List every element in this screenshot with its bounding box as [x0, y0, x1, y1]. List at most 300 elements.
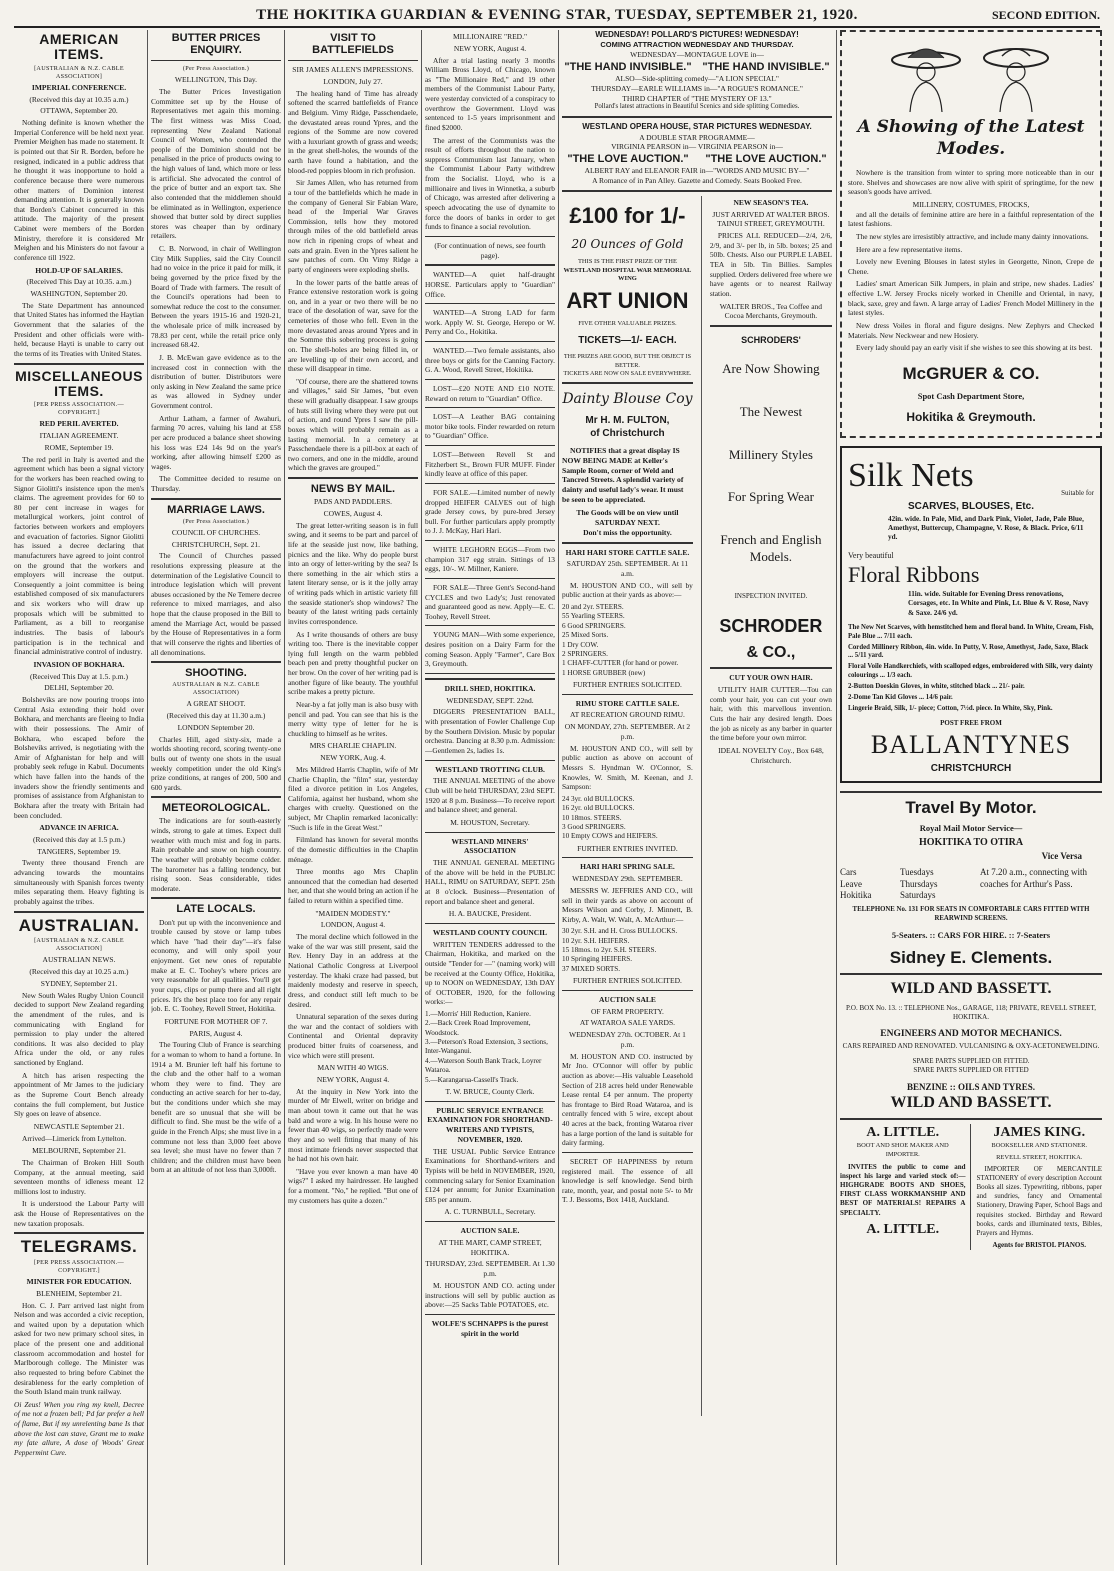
classified-ad: WANTED.—Two female assistants, also three boys or girls for the Canning Factory. G. A. Wood, Revell Street, Hokitika.	[425, 346, 555, 375]
ad-heading: WESTLAND COUNTY COUNCIL	[432, 927, 548, 937]
ad-text: WRITTEN TENDERS addressed to the Chairman, Hokitika, and marked on the outside "Tender for —" (naming work) will be received at the County Office, Hokitika, up to NOON on WEDNESDAY, 13th DAY of OCTOBER, 1920, for the following works:—	[425, 939, 555, 1007]
dateline: NEW YORK, August 4.	[453, 43, 527, 53]
travel-heading: Travel By Motor.	[905, 798, 1037, 818]
article-paragraph: Arrived—Limerick from Lyttelton.	[22, 1133, 127, 1143]
ad-line: THIS IS THE FIRST PRIZE OF THE	[577, 258, 677, 266]
stock-item: 10 Empty COWS and HEIFERS.	[562, 832, 658, 841]
floral-ribbons-title: Floral Ribbons	[848, 562, 980, 588]
ad-text: The Goods will be on view until SATURDAY NEXT.	[576, 508, 679, 527]
headline: HOLD-UP OF SALARIES.	[35, 265, 123, 275]
ad-text: M. HOUSTON AND CO. acting under instructions will sell by public auction as above:—25 Sacks Table POTATOES, etc.	[425, 1280, 555, 1310]
column-rule	[836, 30, 837, 1565]
article-paragraph: The Council of Churches passed resolutions expressing pleasure at the determination of the Legislative Council to introduce legislation which will prevent abuses occasioned by the Ne Temere decree reference to mixed marriages, and also hope that the clause proposed in the Bill to amend the Marriage Act, would be passed by the House of Representatives in a form that will conserve the rights and liberties of all denominations.	[151, 551, 281, 657]
classified-ad: WANTED—A Strong LAD for farm work. Apply W. St. George, Herepo or W. Perry and Co., Hokitika.	[425, 308, 555, 337]
ad-text: THE ANNUAL GENERAL MEETING of the above will be held in the PUBLIC HALL, RIMU on SATURDAY, SEPT. 25th at 8 o'clock. Business—Presentation of report and balance sheet and general.	[425, 858, 555, 906]
little-footer: A. LITTLE.	[866, 1221, 940, 1237]
stock-item: 3 Good SPRINGERS.	[562, 822, 626, 831]
ribbon-list	[848, 624, 1094, 713]
stock-item: 10 Springing HEIFERS.	[562, 955, 633, 964]
ad-text: DIGGERS PRESENTATION BALL, with presentation of Fowler Challenge Cup by the Southern Division. Music by popular orchestra. Dancing at 8.30 p.m. Admission:—Gentlemen 2s, ladies 1s.	[425, 707, 555, 755]
clements-name: Sidney E. Clements.	[889, 947, 1053, 967]
article-paragraph: The Committee decided to resume on Thursday.	[151, 474, 281, 493]
article-paragraph: Hon. C. J. Parr arrived last night from Nelson and was accorded a civic reception, and waited upon by a deputation which asked for two new primary school sites, in place of the present one and additional classroom accommodation and hostel for Marlborough college. The Minister was also requested to bring before Cabinet the desirableness for the early completion of the South Island main trunk railway.	[14, 1300, 144, 1397]
stock-item: 6 Good SPRINGERS.	[562, 621, 626, 630]
schroder-lines	[710, 361, 832, 566]
stock-list	[562, 927, 693, 974]
article-paragraph: The arrest of the Communists was the result of efforts throughout the nation to suppress Communism last January, when the Communist Labour Party withdrew from the Socialist. Lloyd, who is a millionaire and lives in Winnetka, a suburb of Chicago, was arrested after delivering a speech advocating the use of dynamite to force the doors of banks in order to get funds to finance a social revolution.	[425, 135, 555, 232]
dateline: MELBOURNE, September 21.	[32, 1146, 126, 1156]
stock-item: 20 and 2yr. STEERS.	[562, 603, 624, 612]
film-title: "THE LOVE AUCTION."	[567, 153, 689, 166]
little-ad	[840, 1124, 971, 1250]
ad-text: and all the details of feminine attire are here in a faithful representation of the latest fashions.	[848, 209, 1094, 229]
dateline: NEWCASTLE September 21.	[33, 1121, 125, 1131]
ad-line: WEDNESDAY—MONTAGUE LOVE in—	[630, 50, 764, 60]
article-paragraph: Three months ago Mrs Chaplin announced that the comedian had deserted her, and that she would bring an action if he failed to return within a specified time.	[288, 867, 418, 906]
ad-heading: AUCTION SALE.	[460, 1226, 520, 1236]
ad-subheading: AT RECREATION GROUND RIMU.	[570, 710, 685, 720]
ad-heading: DRILL SHED, HOKITIKA.	[444, 683, 536, 693]
article-paragraph: The Butter Prices Investigation Committee set up by the House of Representatives met again this morning. The first witness was Miss Coad, representing New Zealand National Council of Women, who contended the people of the Dominion should not be penalised in the price of products owing to the high values of land, which more or less is artificial. She advocated the control of the price of butter and an export tax. She also contended that the middlemen should be eliminated as in Wellington, experience showed that butter sold by direct supplies stores was cheaper than by ordinary retailers.	[151, 87, 281, 241]
section-heading-australian: AUSTRALIAN.	[18, 915, 140, 935]
fashion-illustration	[848, 42, 1094, 112]
stock-item: 37 MIXED SORTS.	[562, 964, 621, 973]
section-heading-butter: BUTTER PRICES ENQUIRY.	[171, 32, 261, 57]
ad-line: SCARVES, BLOUSES, Etc.	[908, 500, 1034, 512]
article-paragraph: Arthur Latham, a farmer of Awahuri, farming 70 acres, valuing his land at £58 per acre produced a balance sheet showing his loss was £24 14s 9d on the year's working, after allowing himself £200 as wages.	[151, 413, 281, 471]
blouse-ad	[562, 390, 693, 538]
ad-line: WEDNESDAY! POLLARD'S PICTURES! WEDNESDAY!	[595, 30, 799, 39]
section-heading-marriage: MARRIAGE LAWS.	[167, 503, 265, 516]
article-paragraph: After a trial lasting nearly 3 months William Bross Lloyd, of Chicago, known as "The Millionaire Red," and 19 other members of the Communist Labour Party, were yesterday convicted of a conspiracy to overthrow the Government. Lloyd was sentenced to 1-5 years imprisonment and fined $2000.	[425, 55, 555, 132]
section-heading-telegrams: TELEGRAMS.	[20, 1237, 138, 1257]
headline: IMPERIAL CONFERENCE.	[31, 82, 127, 92]
headline: SIR JAMES ALLEN'S IMPRESSIONS.	[292, 65, 414, 75]
source-line: (Per Press Association.)	[182, 517, 250, 525]
blouse-name: Mr H. M. FULTON,	[585, 414, 670, 426]
ad-subheading: JUST ARRIVED AT WALTER BROS. TAINUI STREET, GREYMOUTH.	[712, 209, 830, 229]
ad-text: Here are a few representative items.	[856, 244, 963, 254]
received-line: (Received this day at 1.5 p.m.)	[32, 834, 126, 844]
dateline: CHRISTCHURCH, Sept. 21.	[171, 539, 261, 549]
timetable-cell: Cars	[840, 867, 857, 878]
source-line: [AUSTRALIAN & N.Z. CABLE ASSOCIATION]	[34, 937, 124, 953]
ad-text: Nowhere is the transition from winter to spring more noticeable than in our store. Shelves and showcases are now alive with spirit of springtime, for the new season's goods have arrived.	[848, 168, 1094, 197]
column-3	[288, 30, 418, 1565]
mcgruer-heading: A Showing of the Latest Modes.	[857, 117, 1085, 160]
article-paragraph: At the inquiry in New York into the murder of Mr Elwell, writer on bridge and man about town it came out that he was bald and wore a wig. In his house were no fewer than 40 wigs, so perfectly made were they and so well fitting that many of his most intimate friends never suspected that he had not his own hair.	[288, 1086, 418, 1164]
section-heading-shooting: SHOOTING.	[185, 667, 247, 680]
column-rule	[558, 30, 559, 1565]
schroder-line: The Newest	[739, 403, 803, 419]
ad-text: WOLFE'S SCHNAPPS is the purest spirit in the world	[431, 1318, 549, 1338]
stock-item: 30 2yr. S.H. and H. Cross BULLOCKS.	[562, 927, 678, 936]
article-paragraph: It is understood the Labour Party will ask the House of Representatives on the new taxation proposals.	[14, 1199, 144, 1228]
column-rule	[147, 30, 148, 1565]
dateline: TANGIERS, September 19.	[37, 846, 121, 856]
headline: RED PERIL AVERTED.	[39, 419, 119, 429]
received-line: (Received this day at 10.35 a.m.)	[29, 94, 129, 104]
ballantynes-ad	[840, 446, 1102, 784]
ad-line: Royal Mail Motor Service—	[919, 823, 1023, 834]
ad-text: 11in. wide. Suitable for Evening Dress renovations, Corsages, etc. In White and Pink, Lt. Blue & V. Rose, Navy & Saxe. 24/6 yd.	[908, 589, 1089, 617]
dateline: COWES, August 4.	[323, 508, 383, 518]
ad-text: THE USUAL Public Service Entrance Examinations for Shorthand-writers and Typists will be held in NOVEMBER, 1920, commencing salary for Senior Examination £124 per annum; for Junior Examination £85 per annum.	[425, 1146, 555, 1204]
classified-ad: LOST—A Leather BAG containing motor bike tools. Finder rewarded on return to "Guardian" Office.	[425, 412, 555, 441]
ad-line: VIRGINIA PEARSON in— VIRGINIA PEARSON in—	[611, 142, 783, 152]
ad-text: SECRET OF HAPPINESS by return registered mail. The essence of all knowledge is self knowledge. Send birth rate, month, year, and postal note 5/- to Mr T. J. Bessoms, Box 1418, Auckland.	[562, 1156, 693, 1205]
mcgruer-ad	[840, 30, 1102, 438]
section-heading-late-locals: LATE LOCALS.	[176, 903, 256, 916]
ad-text: New dress Voiles in floral and figure designs. New Zephyrs and Checked Materials. New Neckwear and new Hosiery.	[848, 320, 1094, 340]
headline: A GREAT SHOOT.	[186, 699, 246, 709]
continuation-note: (For continuation of news, see fourth page).	[434, 240, 546, 260]
timetable-cell: Leave	[840, 878, 862, 889]
ad-line: THIRD CHAPTER of "THE MYSTERY OF 13."	[622, 93, 772, 103]
ad-text: INVITES the public to come and inspect his large and varied stock of:— HIGHGRADE BOOTS AND SHOES, FIRST CLASS WORKMANSHIP AND BEST OF MATERIALS! REPAIRS A SPECIALTY.	[840, 1163, 966, 1217]
ribbon-item: Lingerie Braid, Silk, 1/- piece; Cotton, 7½d. piece. In White, Sky, Pink.	[848, 704, 1053, 712]
tender-item: 1.—Morris' Hill Reduction, Kaniere.	[425, 1010, 531, 1018]
art-union-gold: 20 Ounces of Gold	[571, 236, 684, 251]
article-paragraph: The red peril in Italy is averted and the agreement which has been a signal victory for the workers has been reached owing to Signor Giolitti's insistence upon the men's claims. The agreement provides for 60 to 80 per cent increase in wages for metallurgical workers, joint control of factories between workers and employers and evacuation of factories. Signor Giolitti has issued a decree declaring that manufacturers have agreed to joint control on the ground that the workers and employers will increase the output. Consequently a joint committee is being established composed of six manufacturers and six workers who will draw up proposals which will be submitted to Parliament, as a bill to reorganise industries. The basis of labour's participation is in the technical and financial administrative control of industry.	[14, 454, 144, 657]
section-heading-meteorological: METEOROLOGICAL.	[161, 802, 271, 815]
classified-ad: WANTED—A quiet half-draught HORSE. Particulars apply to "Guardian" Office.	[425, 270, 555, 299]
ad-line: Spot Cash Department Store,	[917, 390, 1025, 401]
tender-list	[425, 1010, 555, 1085]
article-paragraph: Mrs Mildred Harris Chaplin, wife of Mr Charlie Chaplin, the "film" star, yesterday filed a divorce petition in Los Angeles, California, against her husband, whom she charges with cruelty. Questioned on the subject, Mr Chaplin remarked laconically: "Such is life in the Great West."	[288, 764, 418, 832]
ad-line: MILLINERY, COSTUMES, FROCKS,	[912, 200, 1030, 210]
article-paragraph: The moral decline which followed in the wake of the war was still present, said the Rev. Henry Day in an address at the National Catholic Congress at Liverpool yesterday. The khaki craze had passed, but maidenly modesty and reserve in speech, dress, and conduct still left much to be desired.	[288, 932, 418, 1009]
source-line: [AUSTRALIAN & N.Z. CABLE ASSOCIATION]	[34, 64, 124, 80]
newspaper-title: THE HOKITIKA GUARDIAN & EVENING STAR, TUESDAY, SEPTEMBER 21, 1920.	[256, 6, 858, 23]
ad-line: ALBERT RAY and ELEANOR FAIR in—"WORDS AND MUSIC BY—"	[584, 166, 810, 176]
blouse-city: of Christchurch	[590, 427, 665, 439]
ad-line: TELEPHONE No. 131 FOR SEATS IN COMFORTABLE CARS FITTED WITH REARWIND SCREENS.	[852, 906, 1090, 922]
article-paragraph: New South Wales Rugby Union Council decided to support New Zealand regarding the amendment of the rules, and is communicating with England for permission to play under the altered conditions. It was also decided to play Africa under the old, or any rules sanctioned by England.	[14, 990, 144, 1067]
film-title: "THE HAND INVISIBLE."	[564, 60, 692, 73]
received-line: (Received this day at 10.25 a.m.)	[29, 967, 129, 977]
ad-line: SPARE PARTS SUPPLIED OR FITTED	[913, 1066, 1029, 1075]
article-paragraph: "Of course, there are the shattered towns and villages," said Sir James, "but even these will gradually disappear. I saw groups of huts still living where they were put out of action, and round Ypres I saw the pill-boxes which will probably remain as a lasting memorial. In a cemetery at Passchendaele there is a pill-box at each of two corners, and one in the middle, around which the graves are grouped."	[288, 376, 418, 473]
source-line: (Per Press Association.)	[182, 65, 250, 73]
article-paragraph: The Chairman of Broken Hill South Company, at the annual meeting, said seventeen months of idleness meant 12 millions lost to industry.	[14, 1157, 144, 1196]
section-heading-news-by-mail: NEWS BY MAIL.	[310, 483, 396, 496]
classified-ad: LOST—Between Revell St and Fitzherbert St., Brown FUR MUFF. Finder kindly leave at office of this paper.	[425, 450, 555, 479]
ad-line: POST FREE FROM	[940, 719, 1002, 728]
ad-subheading: AT THE MART, CAMP STREET, HOKITIKA.	[438, 1237, 542, 1257]
ad-subheading: OF FARM PROPERTY.	[591, 1006, 664, 1016]
ad-text: UTILITY HAIR CUTTER—Tou can comb your hair, you can cut your own hair, with this marvellous invention. Cuts the hair any desired length. Does the job as nicely as any barber in quarter the time before your own mirror.	[709, 685, 832, 743]
ad-signature: M. HOUSTON, Secretary.	[450, 817, 530, 827]
article-paragraph: The great letter-writing season is in full swing, and it seems to be part and parcel of life at the seaside just now, like bathing, picnics and the like. Why do people burst into an orgy of letter-writing by the sea? Is there something in the air which stirs a latent literary sense, or is it the jolly array of writing pads which in artistic variety fill the seaside stationer's shop windows? The beauty of the latest writing pads certainly invites correspondence.	[288, 520, 418, 626]
art-union-title: ART UNION	[566, 288, 689, 314]
ad-line: Very beautiful	[848, 550, 894, 560]
ad-line: Vice Versa	[1041, 851, 1082, 862]
column-2	[151, 30, 281, 1565]
article-paragraph: A hitch has arisen respecting the appointment of Mr James to the judiciary as the Supreme Court Bench already contains the full complement, but Justice Sly goes on leave of absence.	[14, 1070, 144, 1119]
ad-line: CARS REPAIRED AND RENOVATED. VULCANISING & OXY-ACETONEWELDING.	[842, 1042, 1100, 1051]
ad-text: PRICES ALL REDUCED—2/4, 2/6, 2/9, and 3/- per lb, in 5lb. boxes; 25 and 50lb. Chests. Also our PURPLE LABEL TEA in 5lb. Tin Billies. Samples supplied. Orders delivered free where we have agents or to nearest Railway station.	[709, 231, 832, 298]
ad-line: Pollard's latest attractions in Beautiful Scenics and side splitting Comedies.	[594, 103, 800, 111]
column-rule	[421, 30, 422, 1565]
ad-text: 42in. wide. In Pale, Mid, and Dark Pink, Violet, Jade, Pale Blue, Amethyst, Buttercup, Champagne, V. Rose, & Black. Price, 6/11 yd.	[888, 514, 1084, 542]
opera-house-ad	[562, 122, 832, 186]
article-paragraph: Charles Hill, aged sixty-six, made a worlds shooting record, scoring twenty-one bulls out of twenty one shots in the usual weekly competition under the old King's prize conditions, at ranges of 200, 500 and 600 yards.	[151, 734, 281, 792]
ad-signature: IDEAL NOVELTY Coy., Box 648, Christchurch.	[718, 745, 824, 765]
section-heading-miscellaneous: MISCELLANEOUS ITEMS.	[15, 367, 143, 399]
stock-item: 25 Mixed Sorts.	[562, 631, 609, 640]
ribbon-item: The New Net Scarves, with hemstitched hem and floral band. In White, Cream, Fish, Pale Blue ... 7/11 each.	[848, 623, 1094, 640]
classified-ad: LOST—£20 NOTE AND £10 NOTE. Reward on return to "Guardian" Office.	[425, 383, 555, 403]
schroder-line: Are Now Showing	[722, 360, 820, 376]
ad-line: Suitable for	[1061, 488, 1094, 497]
source-line: [PER PRESS ASSOCIATION.—COPYRIGHT.]	[34, 1258, 124, 1274]
classified-ad: FOR SALE—Three Gent's Second-hand CYCLES and two Lady's; Just renovated and guaranteed good as new. Apply—E. C. Toohey, Revell Street.	[425, 582, 555, 621]
source-line: AUSTRALIAN & N.Z. CABLE ASSOCIATION)	[172, 681, 260, 697]
ad-line: A DOUBLE STAR PROGRAMME—	[639, 132, 755, 142]
ad-footer: FURTHER ENTRIES SOLICITED.	[572, 976, 682, 986]
wild-bassett-footer: WILD AND BASSETT.	[890, 1094, 1052, 1112]
dateline: SYDNEY, September 21.	[40, 978, 118, 988]
dateline: LONDON, August 4.	[320, 920, 386, 930]
mcgruer-towns: Hokitika & Greymouth.	[906, 409, 1036, 424]
lady-with-hat-icon	[976, 42, 1056, 112]
headline: ITALIAN AGREEMENT.	[39, 431, 119, 441]
article-paragraph: Unnatural separation of the sexes during the war and the contact of soldiers with Continental and Oriental depravity produced bitter fruits of coarseness, and vice which were still present.	[288, 1012, 418, 1060]
lady-with-hat-icon	[886, 42, 966, 112]
ad-footer: FURTHER ENTRIES SOLICITED.	[572, 679, 682, 689]
headline: MILLIONAIRE "RED."	[452, 32, 528, 41]
headline: ADVANCE IN AFRICA.	[39, 823, 119, 833]
little-heading: A. LITTLE.	[866, 1125, 940, 1140]
ad-text: MESSRS W. JEFFRIES AND CO., will sell in their yards as above on account of Messrs Wilson and Corby, J. Minnett, B. Kirby, A. Walt, W. Walt, A. McArthur:—	[562, 885, 693, 924]
dateline: NEW YORK, August 4.	[316, 1075, 390, 1085]
advert-poem: Oi Zeus! When you ring my knell, Decree of me not a frozen bell; Pd far prefer a hell of flame, But if my unrelenting bane Is that above the lost can stave, Grant me to make my fate allure, A dose of Woods' Great Peppermint Cure.	[14, 1399, 144, 1457]
stock-list	[562, 795, 693, 842]
film-title: "THE HAND INVISIBLE."	[702, 60, 830, 73]
ad-text: Lovely new Evening Blouses in latest styles in Georgette, Ninon, Crepe de Chene.	[848, 257, 1094, 276]
ad-line: TICKETS ARE NOW ON SALE EVERYWHERE.	[563, 369, 692, 377]
ad-signature: T. W. BRUCE, County Clerk.	[445, 1086, 535, 1096]
classified-ad: WHITE LEGHORN EGGS—From two champion 317 egg strain. Sittings of 13 eggs, 10/-. W. Millner, Kaniere.	[425, 545, 555, 574]
dateline: LONDON September 20.	[177, 722, 255, 732]
ad-date: SATURDAY 25th. SEPTEMBER. At 11 a.m.	[566, 559, 689, 579]
headline: INVASION OF BOKHARA.	[33, 659, 125, 669]
ad-line: SPARE PARTS SUPPLIED OR FITTED.	[912, 1057, 1030, 1066]
masthead	[14, 4, 1100, 28]
article-paragraph: Bolsheviks are now pouring troops into Central Asia extending their hold over Bokhara, and merchants are fleeing to India with their possessions. The Amir of Bokhara, who escaped before the Bolsheviks arrived, is negotiating with the Amir of Afghanistan for help and will probably seek refuge in Kabul. Documents which have fallen into the hands of the invaders show the friendly sentiments and promises of assistance from Afghanistan to Bokhara after the treaty with Britain had been concluded.	[14, 695, 144, 820]
ribbon-item: Corded Millinery Ribbon, 4in. wide. In Putty, V. Rose, Amethyst, Jade, Saxe, Black ... 5/11 yard.	[848, 643, 1089, 660]
ribbon-item: 2-Dome Tan Kid Gloves ... 14/6 pair.	[848, 693, 953, 701]
art-union-tickets: TICKETS—1/- EACH.	[578, 335, 677, 347]
travel-timetable	[840, 867, 1102, 902]
schroder-name: SCHRODER	[719, 616, 823, 637]
ad-heading: NEW SEASON'S TEA.	[733, 197, 809, 207]
king-ad	[977, 1124, 1103, 1250]
ribbon-item: 2-Button Doeskin Gloves, in white, stitched black ... 21/- pair.	[848, 682, 1025, 690]
ad-heading: RIMU STORE CATTLE SALE.	[575, 698, 680, 708]
ad-footer: FURTHER ENTRIES INVITED.	[577, 843, 678, 853]
schroder-ad	[710, 335, 832, 663]
ad-line: P.O. BOX No. 13. :: TELEPHONE Nos., GARAGE, 118; PRIVATE, REVELL STREET, HOKITIKA.	[846, 1003, 1096, 1021]
ad-line: BOOKSELLER AND STATIONER.	[991, 1142, 1088, 1150]
dateline: DELHI, September 20.	[44, 683, 114, 693]
dateline: WELLINGTON, This Day.	[174, 75, 258, 85]
schroder-line: For Spring Wear	[727, 489, 814, 505]
classified-ad: YOUNG MAN—With some experience, desires position on a Dairy Farm for the coming Season. Apply "Farmer", Care Box 3, Greymouth.	[425, 630, 555, 669]
ad-line: WESTLAND HOSPITAL WAR MEMORIAL WING	[563, 266, 692, 283]
ballantynes-name: BALLANTYNES	[870, 730, 1072, 760]
headline: "MAIDEN MODESTY."	[315, 908, 391, 918]
dateline: WASHINGTON, September 20.	[30, 289, 128, 299]
ad-line: ENGINEERS AND MOTOR MECHANICS.	[880, 1028, 1062, 1039]
art-union-ad	[562, 202, 693, 378]
headline: COUNCIL OF CHURCHES.	[171, 527, 261, 537]
stock-item: 16 2yr. old BULLOCKS.	[562, 804, 635, 813]
ad-line: A Romance of in Pan Alley. Gazette and Comedy. Seats Booked Free.	[592, 176, 802, 186]
ad-line: WESTLAND OPERA HOUSE, STAR PICTURES WEDNESDAY.	[582, 122, 812, 132]
article-paragraph: Twenty three thousand French are advancing towards the mountains simultaneously with Spanish forces twenty miles separating them. Heavy fighting is probably against the tribes.	[14, 858, 144, 906]
stock-item: 10 18mos. STEERS.	[562, 813, 622, 822]
ad-line: ALSO—Side-splitting comedy—"A LION SPECIAL"	[615, 74, 779, 84]
ad-text: M. HOUSTON AND CO., will sell by public auction as above on account of Messrs S. Hyndman W. O'Connor, S. Knowles, W. Smith, M. Keenan, and J. Sampson:	[562, 743, 693, 792]
ad-text: THE ANNUAL MEETING of the above Club will be held THURSDAY, 23rd SEPT. 1920 at 8 p.m. Business—To receive report and balance sheet; and general.	[425, 776, 555, 815]
received-line: (Received This Day at 10.35. a.m.)	[26, 277, 132, 287]
headline: FORTUNE FOR MOTHER OF 7.	[164, 1016, 268, 1026]
ad-heading: PUBLIC SERVICE ENTRANCE EXAMINATION FOR SHORTHAND-WRITERS AND TYPISTS, NOVEMBER, 1920.	[427, 1105, 553, 1144]
ad-line: BENZINE :: OILS AND TYRES.	[906, 1081, 1036, 1092]
ad-subheading: AT WATAROA SALE YARDS.	[579, 1018, 675, 1028]
ad-signature: WALTER BROS., Tea Coffee and Cocoa Merchants, Greymouth.	[719, 301, 823, 321]
ad-line: BOOT AND SHOE MAKER AND IMPORTER.	[856, 1142, 949, 1158]
dateline: ROME, September 19.	[44, 442, 114, 452]
section-heading-american: AMERICAN ITEMS.	[39, 31, 119, 63]
headline: MRS CHARLIE CHAPLIN.	[309, 741, 397, 751]
column-5-right	[710, 196, 832, 1416]
dateline: PARIS, August 4.	[189, 1028, 243, 1038]
timetable-cell: Hokitika	[840, 890, 872, 901]
tender-item: 3.—Peterson's Road Extension, 3 sections, Inter-Wanganui.	[425, 1038, 548, 1056]
ad-line: At 7.20 a.m., connecting with coaches for Arthur's Pass.	[980, 867, 1087, 889]
dateline: OTTAWA, September 20.	[40, 106, 118, 116]
ad-heading: WESTLAND TROTTING CLUB.	[435, 764, 545, 774]
column-5-left	[562, 196, 693, 1416]
article-paragraph: As I write thousands of others are busy writing too. There is the inevitable copper lying full length on the warm pebbled beach pen and pretty thoughtful pucker on her brow. On the cover of her writing pad is another figure of like beauty. The youthful scribe makes a pretty picture.	[288, 629, 418, 697]
ad-line: 5-Seaters. :: CARS FOR HIRE. :: 7-Seaters	[891, 929, 1051, 940]
stock-item: 24 3yr. old BULLOCKS.	[562, 794, 635, 803]
timetable-cell: Tuesdays	[900, 867, 934, 878]
stock-item: 1 HORSE GRUBBER (new)	[562, 668, 646, 677]
ad-line: THE PRIZES ARE GOOD, BUT THE OBJECT IS BETTER.	[563, 353, 692, 369]
article-paragraph: The healing hand of Time has already softened the scarred battlefields of France and Belgium. Vimy Ridge, Passchendaele, the devastated areas round Ypres, and the regions of the Somme are now covered with a luxuriant growth of grass and weeds; in the great shell-holes, the wounds of the earth have found a habitation, and the blood-red poppies bloom in rich profusion.	[288, 88, 418, 175]
article-paragraph: Near-by a fat jolly man is also busy with pencil and pad. You can see that his is the merry witty type of letter for he is chuckling to himself as he writes.	[288, 699, 418, 738]
ad-heading: CUT YOUR OWN HAIR.	[729, 673, 813, 683]
ad-text: NOTIFIES that a great display IS NOW BEING MADE at Keller's Sample Room, corner of Weld and Tancred Streets. A splendid variety of dainty and useful lady's wear. It must be seen to be appreciated.	[562, 445, 684, 505]
ribbon-item: Floral Voile Handkerchiefs, with scalloped edges, embroidered with Silk, very dainty colourings ... 1/3 each.	[848, 663, 1093, 680]
ad-heading: WESTLAND MINERS' ASSOCIATION	[451, 836, 529, 856]
ad-date: WEDNESDAY 27th. OCTOBER. At 1 p.m.	[569, 1030, 686, 1049]
tender-item: 4.—Waterson South Bank Track, Loyrer Wataroa.	[425, 1056, 542, 1075]
article-paragraph: Don't put up with the inconvenience and trouble caused by stove or lamp tubes which have "had their day"—it's false economy, and will only spoil your enjoyment. Get new ones of reputable make at E. C. Toohey's where prices are very reasonable for all qualities. You'll get your cups, clips or pump there and all right prices. It's the best place too for any repair job. E. C. Toohey, Revell Street, Hokitika.	[151, 917, 281, 1014]
ad-line: HOKITIKA TO OTIRA	[918, 837, 1024, 849]
art-union-price: £100 for 1/-	[569, 202, 686, 228]
king-heading: JAMES KING.	[993, 1125, 1086, 1140]
ad-text: M. HOUSTON AND CO., will sell by public auction at their yards as above:—	[562, 580, 693, 600]
ad-heading: HARI HARI STORE CATTLE SALE.	[565, 547, 690, 557]
stock-item: 55 Yearling STEERS.	[562, 612, 625, 621]
ad-signature: H. A. BAUCKE, President.	[448, 909, 532, 919]
dateline: LONDON, July 27.	[323, 76, 383, 86]
timetable-cell: Saturdays	[900, 890, 936, 901]
classified-ads	[425, 270, 555, 674]
ad-text: Ladies' smart American Silk Jumpers, in plain and stripe, new shades. Ladies' effective L.W. Jersey Frocks nicely worked in Chenille and Oriental, in navy, black, saxe, grey and fawn. A large array of Ladies' French Model Millinery in the latest styles.	[848, 279, 1094, 318]
column-rule	[284, 30, 285, 1565]
ad-line: COMING ATTRACTION WEDNESDAY AND THURSDAY.	[600, 40, 794, 50]
ad-heading: HARI HARI SPRING SALE.	[580, 862, 675, 872]
ad-text: M. HOUSTON AND CO. instructed by Mr Jno. O'Connor will offer by public auction as above:—His valuable Leasehold Section of 218 acres held under Renewable Lease rental £4 per annum. The property has frontage to Bird Road Wataroa, and is centrally fenced with 5 wire, except about 40 acres at the back, fronting Wataroa river has a large portion of the land is suitable for dairy farming.	[562, 1051, 693, 1148]
headline: MINISTER FOR EDUCATION.	[26, 1277, 132, 1287]
stock-item: 1 CHAFF-CUTTER (for hand or power.	[562, 659, 679, 668]
ad-date: THURSDAY, 23rd. SEPTEMBER. At 1.30 p.m.	[425, 1259, 555, 1279]
ad-line: FIVE OTHER VALUABLE PRIZES.	[578, 320, 677, 328]
article-paragraph: Nothing definite is known whether the Imperial Conference will be held next year. Premier Meighen has made no statement. It is pointed out that Sir R. Borden, before he resigned, indicated in a public address that he thought it was inopportune to hold a conference because there were numerous other matters of Dominion interest demanding attention. It is generally known that Borden's Cabinet concurred in this attitude. The majority of the present Cabinet were members of the Borden Ministry, therefore it is considered Mr Meighen and his Ministers do not favour a conference till 1922.	[14, 118, 144, 262]
article-paragraph: J. B. McEwan gave evidence as to the increased cost in connection with the distribution of butter. Distributors were only asking in New Zealand the same price as was allowed in Sydney under Government control.	[151, 352, 281, 410]
ad-date: WEDNESDAY, SEPT. 22nd.	[446, 695, 534, 705]
ad-text: Don't miss the opportunity.	[583, 527, 672, 537]
ad-date: ON MONDAY, 27th. SEPTEMBER. At 2 p.m.	[564, 722, 691, 741]
stock-item: 1 Dry COW.	[562, 640, 599, 649]
article-paragraph: Sir James Allen, who has returned from a tour of the battlefields which he made in the company of General Sir Fabian Ware, head of the Imperial War Graves Commission, tells how they motored through miles of the old battlefield areas now rich in ripening crops of wheat and oats and grain. Even in the Ypres salient he saw patches of corn. On Vimy Ridge a party of engineers were exploding shells.	[288, 178, 418, 274]
edition-label: SECOND EDITION.	[991, 7, 1100, 22]
section-heading-battlefields: VISIT TO BATTLEFIELDS	[312, 32, 394, 57]
article-paragraph: The indications are for south-easterly winds, strong to gale at times. Expect dull weather with much mist and fog in parts. Rain probable and snow on high country. The weather will probably become colder. The barometer has a falling tendency, but rising soon. Seas considerable, tides moderate.	[151, 816, 281, 893]
article-paragraph: C. B. Norwood, in chair of Wellington City Milk Supplies, said the City Council had no voice in the price it paid for milk, it being governed by the price fixed by the Board of Trade with farmers. The result of the Council's operations had been to somewhat reduce the cost to the consumer. Between the years 1915-16 and 1920-21, the wholesale price of milk increased by 78.83 per cent, while the retail price only increased 68.42.	[151, 244, 281, 350]
schroder-line: Millinery Styles	[728, 446, 813, 462]
stock-item: 15 18mos. to 2yr. S.H. STEERS.	[562, 946, 657, 955]
ad-line: CHRISTCHURCH	[930, 763, 1012, 775]
ad-text: The new styles are irresistibly attractive, and include many dainty innovations.	[856, 231, 1089, 241]
ad-line: Agents for BRISTOL PIANOS.	[992, 1240, 1086, 1249]
schroder-top: SCHRODERS'	[741, 335, 801, 346]
dateline: NEW YORK, Aug. 4.	[320, 753, 386, 763]
ad-heading: AUCTION SALE	[598, 994, 656, 1004]
stock-list	[562, 603, 693, 678]
article-paragraph: Filmland has known for several months of the domestic difficulties in the Chaplin ménage.	[288, 835, 418, 864]
mcgruer-store: McGRUER & CO.	[902, 363, 1040, 383]
column-5	[562, 30, 832, 1565]
article-paragraph: The Touring Club of France is searching for a woman to whom to hand a fortune. In 1914 a M. Brunier left half his fortune to the club and the other half to a woman whom they were to find. They are conducting an active search for her to-day, but the conditions under which she may benefit are so unusual that she will be difficult to find. She must be the wife of a guide in the French Alps; she must live in a commune not less than 3,000 feet above sea level; she must have no fewer than 7 children; and the children must have been born at an altitude of not less than 3,000ft.	[151, 1040, 281, 1175]
tender-item: 2.—Back Creek Road Improvement, Woodstock.	[425, 1019, 531, 1037]
ad-text: Every lady should pay an early visit if she wishes to see this showing at its best.	[856, 343, 1093, 353]
silk-nets-title: Silk Nets	[848, 456, 974, 494]
timetable-cell: Thursdays	[900, 878, 938, 889]
film-title: "THE LOVE AUCTION."	[705, 153, 827, 166]
received-line: (Received This Day at 1.5. p.m.)	[30, 671, 128, 681]
ad-date: WEDNESDAY 29th. SEPTEMBER.	[572, 874, 683, 884]
received-line: (Received this day at 11.30 a.m.)	[166, 711, 266, 721]
column-1	[14, 30, 144, 1565]
headline: AUSTRALIAN NEWS.	[42, 955, 116, 965]
stock-item: 10 2yr. S.H. HEIFERS.	[562, 936, 630, 945]
article-paragraph: In the lower parts of the battle areas of France extensive restoration work is going on, and in a year or two there will be no trace of the desolation of war, save for the cemeteries of those who fell. Even in the more devastated areas around Ypres and in the Somme this sobering process is going on. The shell-holes are being filled in, or are levelling up of their own accord, and these will disappear in time.	[288, 277, 418, 374]
headline: PADS AND PADDLERS.	[313, 497, 392, 507]
stock-item: 2 SPRINGERS.	[562, 649, 608, 658]
classified-ad: FOR SALE.—Limited number of newly dropped HEIFER CALVES out of high grade Jersey cows, by pure-bred Jersey bull. For further particulars apply promptly to J. J. McKay, Hari Hari.	[425, 487, 555, 536]
ad-text: IMPORTER OF MERCANTILE STATIONERY of every description Account Books all sizes. Typewriting, ribbons, paper and sundries, fancy and Ornamental Stationery, Drawing Paper, School Bags and requisites stocked. Birthday and Reward books, cards and illuminated texts, Bibles, Prayers and Hymns.	[976, 1165, 1102, 1237]
ad-signature: A. C. TURNBULL, Secretary.	[444, 1207, 536, 1217]
schroder-co: & CO.,	[746, 643, 796, 661]
dateline: BLENHEIM, September 21.	[36, 1288, 122, 1298]
